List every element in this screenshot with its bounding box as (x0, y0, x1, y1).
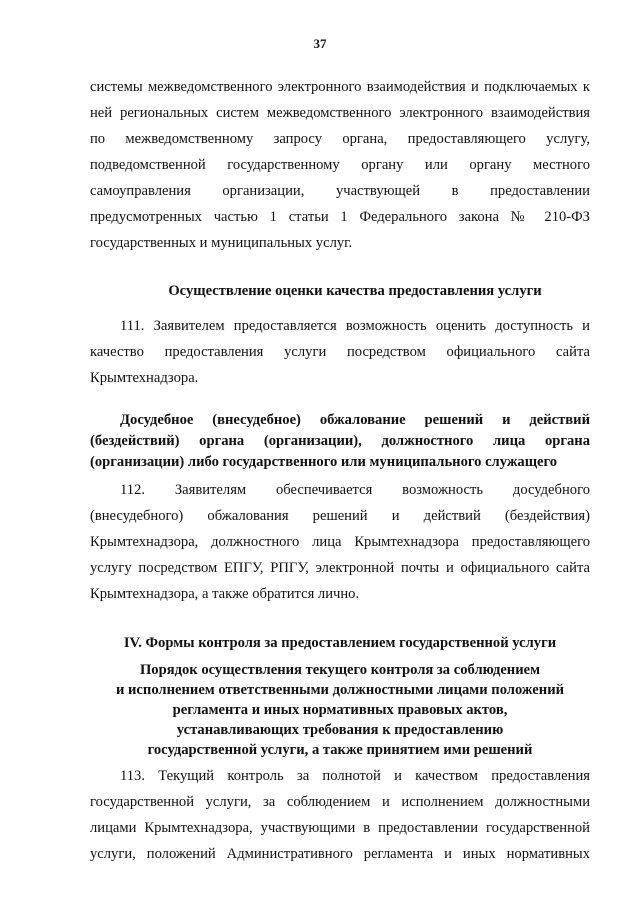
text-line: регламента и иных нормативных правовых актов, (172, 702, 508, 718)
text-line: (бездействий) органа (организации), должностного лица органа (90, 433, 590, 449)
section-iv-title: IV. Формы контроля за предоставлением государственной услуги (123, 635, 557, 651)
text-line: (внесудебного) обжалования решений и действий (бездействия) (90, 508, 590, 524)
page-number: 37 (313, 36, 327, 51)
paragraph-continuation (90, 74, 590, 256)
text-line: ней региональных систем межведомственного электронного взаимодействия (90, 105, 590, 121)
heading-current-control (90, 660, 590, 760)
text-line: Крымтехнадзора, должностного лица Крымтехнадзора предоставляющего (90, 534, 590, 550)
text-line: Досудебное (внесудебное) обжалование решений и действий (120, 412, 590, 428)
paragraph-113 (90, 763, 590, 867)
text-line: (организации) либо государственного или муниципального служащего (90, 454, 558, 470)
text-line: и исполнением ответственными должностными лицами положений (115, 682, 565, 698)
text-line: самоуправления организации, участвующей в предоставлении (90, 183, 590, 199)
heading-quality-assessment: Осуществление оценки качества предоставления услуги (168, 283, 542, 299)
text-line: Порядок осуществления текущего контроля за соблюдением (139, 662, 541, 678)
text-line: лицами Крымтехнадзора, участвующими в предоставлении государственной (90, 820, 590, 836)
text-line: 112. Заявителям обеспечивается возможность досудебного (120, 482, 590, 498)
text-line: предусмотренных частью 1 статьи 1 Федерального закона № 210-ФЗ (90, 209, 590, 225)
text-line: услугу посредством ЕПГУ, РПГУ, электронной почты и официального сайта (90, 560, 590, 576)
text-line: государственной услуги, а также принятием ими решений (147, 742, 533, 758)
text-line: устанавливающих требования к предоставлению (176, 722, 504, 738)
text-line: государственных и муниципальных услуг. (90, 235, 353, 251)
text-line: услуги, положений Административного регламента и иных нормативных (90, 846, 590, 862)
text-line: 111. Заявителем предоставляется возможность оценить доступность и (120, 318, 590, 334)
heading-pretrial-appeal (90, 410, 590, 473)
paragraph-111 (90, 313, 590, 391)
text-line: подведомственной государственному органу или органу местного (90, 157, 590, 173)
text-line: по межведомственному запросу органа, предоставляющего услугу, (90, 131, 590, 147)
paragraph-112 (90, 477, 590, 607)
text-line: качество предоставления услуги посредством официального сайта (90, 344, 590, 360)
text-line: 113. Текущий контроль за полнотой и качеством предоставления (120, 768, 590, 784)
text-line: Крымтехнадзора, а также обратится лично. (90, 586, 360, 602)
text-line: Крымтехнадзора. (90, 370, 199, 386)
text-line: системы межведомственного электронного взаимодействия и подключаемых к (90, 79, 590, 95)
text-line: государственной услуги, за соблюдением и исполнением должностными (90, 794, 590, 810)
